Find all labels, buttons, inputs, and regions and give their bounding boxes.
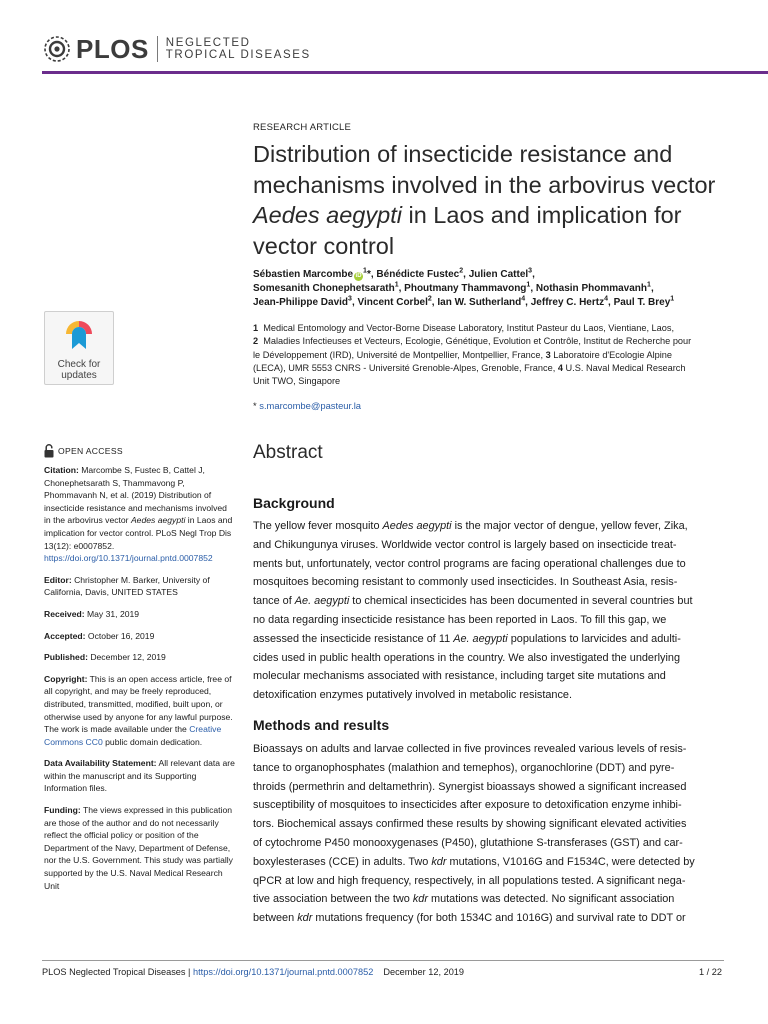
citation-text: in Laos and implication for vector control. PLoS Negl Trop Dis 13(12): e0007852. <box>44 515 233 551</box>
accepted-block <box>44 630 236 643</box>
footer-citation <box>42 967 464 977</box>
author-affil: 1 <box>647 281 651 289</box>
species-name: Ae. aegypti <box>453 632 508 645</box>
check-updates-line: Check for <box>57 359 101 370</box>
corresponding-author <box>253 400 361 411</box>
title-species: Aedes aegypti <box>253 202 402 228</box>
accepted-label: Accepted: <box>44 630 86 641</box>
affiliation-text: U.S. Naval Medical Research <box>562 362 686 373</box>
author-affil: 3 <box>348 295 352 303</box>
article-info-sidebar <box>44 464 236 901</box>
journal-name-line1: NEGLECTED <box>165 36 251 49</box>
footer-journal: PLOS Neglected Tropical Diseases | <box>42 967 193 977</box>
citation-species: Aedes aegypti <box>130 515 186 526</box>
corresponding-mark: * <box>253 400 257 411</box>
text-line: cides used in public health operations in the country. We also investigated the underlying <box>253 651 681 664</box>
affiliation-number: 2 <box>253 336 259 347</box>
text-line: qPCR at low and high frequency, respectively, in all populations tested. A significant nega- <box>253 874 686 887</box>
background-paragraph <box>253 517 721 705</box>
logo-wordmark: PLOS <box>76 33 149 64</box>
affiliation-text: Medical Entomology and Vector-Borne Disease Laboratory, Institut Pasteur du Laos, Vientiane, Laos, <box>263 323 675 333</box>
gene-name: kdr <box>412 893 428 906</box>
author-affil: 2 <box>459 267 464 275</box>
abstract-heading: Abstract <box>253 442 323 463</box>
text-line: tors. Biochemical assays confirmed these results by showing significant elevated activities <box>253 818 687 831</box>
editor-label: Editor: <box>44 574 72 585</box>
author-name[interactable]: Ian W. Sutherland <box>437 297 522 308</box>
published-date: December 12, 2019 <box>87 652 166 663</box>
citation-block <box>44 464 236 565</box>
header-rule <box>42 71 768 74</box>
check-for-updates-button[interactable] <box>44 311 114 385</box>
citation-doi-link[interactable]: https://doi.org/10.1371/journal.pntd.0007852 <box>44 553 213 564</box>
author-line: Jean-Philippe David$^3$, Vincent Corbel$^2$, Ian W. Sutherland$^4$, Jeffrey C. Hertz$^4$, Paul T. Brey$^1$ <box>253 295 675 308</box>
affiliation-number: 1 <box>253 323 259 333</box>
orcid-icon[interactable]: iD <box>355 273 362 279</box>
corresponding-mark: * <box>366 269 371 280</box>
text-line: ments but, unfortunately, vector control programs are facing operational challenges due to <box>253 557 686 570</box>
footer-date: December 12, 2019 <box>383 967 465 977</box>
methods-results-paragraph <box>253 740 721 928</box>
text-line: of cytochrome P450 monooxygenases (P450), glutathione S-transferases (GST) and car- <box>253 836 683 849</box>
affiliation-text: Laboratoire d'Ecologie Alpine <box>550 349 673 360</box>
accepted-date: October 16, 2019 <box>85 630 155 641</box>
text-span: boxylesterases (CCE) in adults. Two <box>253 855 432 868</box>
text-line: throids (permethrin and deltamethrin). Synergist bioassays showed a significant increased <box>253 780 687 793</box>
text-line <box>253 517 721 536</box>
text-line: tance to organophosphates (malathion and temephos), organochlorine (DDT) and pyre- <box>253 761 675 774</box>
author-affil: 4 <box>521 295 526 303</box>
text-span: mutations was detected. No significant association <box>427 893 675 906</box>
text-span: mutations, V1016G and F1534C, were detected by <box>446 855 695 868</box>
author-affil: 2 <box>427 295 432 303</box>
text-span: assessed the insecticide resistance of 11 <box>253 632 454 645</box>
methods-results-heading: Methods and results <box>253 717 390 733</box>
citation-label: Citation: <box>44 465 79 475</box>
author-name[interactable]: Julien Cattel <box>468 269 529 280</box>
text-line <box>253 630 721 649</box>
editor-text: Christopher M. Barker, University of California, Davis, UNITED STATES <box>44 574 210 598</box>
text-line <box>253 592 721 611</box>
received-block <box>44 608 236 621</box>
check-updates-icon <box>64 319 94 353</box>
text-span: tance of <box>253 595 295 608</box>
text-span: to chemical insecticides has been documented in several countries but <box>349 595 693 608</box>
text-line <box>253 890 721 909</box>
author-affil: 4 <box>604 295 608 303</box>
text-line: molecular mechanisms associated with resistance, including target site mutations and <box>253 670 666 683</box>
author-name[interactable]: Vincent Corbel <box>357 297 428 308</box>
editor-block <box>44 574 236 599</box>
affiliation-line: Unit TWO, Singapore <box>253 376 341 387</box>
check-updates-line: updates <box>61 370 97 381</box>
data-availability-label: Data Availability Statement: <box>44 758 157 769</box>
open-access-badge <box>44 444 123 458</box>
funding-label: Funding: <box>44 805 81 816</box>
received-label: Received: <box>44 608 85 619</box>
text-span: mutations frequency (for both 1534C and 1016G) and survival rate to DDT or <box>312 912 686 925</box>
author-name[interactable]: Paul T. Brey <box>613 297 671 308</box>
open-access-label: OPEN ACCESS <box>58 446 123 456</box>
text-span: The yellow fever mosquito <box>253 520 383 532</box>
copyright-label: Copyright: <box>44 673 88 684</box>
author-affil: 1 <box>394 281 399 289</box>
title-line: Distribution of insecticide resistance and <box>253 141 673 167</box>
gene-name: kdr <box>431 855 447 868</box>
author-name[interactable]: Sébastien Marcombe <box>253 269 354 280</box>
journal-name-line2: TROPICAL DISEASES <box>165 49 311 61</box>
copyright-block <box>44 673 236 749</box>
author-name[interactable]: Bénédicte Fustec <box>376 269 460 280</box>
affiliation-text: (LECA), UMR 5553 CNRS - Université Grenoble-Alpes, Grenoble, France, <box>253 362 558 373</box>
affiliations <box>253 322 723 388</box>
text-span: tive association between the two <box>253 893 413 906</box>
affiliation-line <box>253 335 723 348</box>
author-list <box>253 268 743 310</box>
text-line: mosquitoes becoming resistant to commonly used insecticides. In Southeast Asia, resis- <box>253 576 678 589</box>
journal-logo[interactable] <box>42 32 311 66</box>
author-affil: 1 <box>526 281 531 289</box>
copyright-text: This is an open access article, free of all copyright, and may be freely reproduced, distributed, transmitted, modified, built upon, or otherwise used by anyone for any lawful purpose. The work is made available under the <box>44 673 233 735</box>
text-line: and Chikungunya viruses. Worldwide vector control is largely based on insecticide treat- <box>253 538 677 551</box>
title-line <box>253 200 733 231</box>
license-link[interactable]: Creative Commons CC0 <box>44 724 222 747</box>
journal-name <box>166 37 311 62</box>
citation-text: Marcombe S, Fustec B, Cattel J, Chonephetsarath S, Thammavong P, Phommavanh N, et al. (2019) Distribution of insecticide resistance and mechanisms involved in the arbovirus vector <box>44 465 227 526</box>
author-line: Somesanith Chonephetsarath$^1$, Phoutmany Thammavong$^1$, Nothasin Phommavanh$^1$, <box>253 281 654 294</box>
page-number: 1 / 22 <box>699 967 722 977</box>
species-name: Aedes aegypti <box>382 520 452 532</box>
author-name[interactable]: Jean-Philippe David <box>253 297 349 308</box>
text-span: is the major vector of dengue, yellow fever, Zika, <box>451 520 688 532</box>
author-affil: 1 <box>670 295 675 303</box>
species-name: Ae. aegypti <box>294 595 350 608</box>
data-availability-text: All relevant data are within the manuscript and its Supporting Information files. <box>44 758 235 794</box>
funding-text: The views expressed in this publication are those of the author and do not necessarily reflect the official policy or position of the Department of the Navy, Department of Defense, nor the U.S. Government. This study was partially supported by the U.S. Naval Medical Research Unit <box>44 805 233 891</box>
data-availability-block <box>44 757 236 795</box>
footer-doi-link[interactable]: https://doi.org/10.1371/journal.pntd.0007852 <box>193 967 374 977</box>
published-block <box>44 651 236 664</box>
funding-block <box>44 804 236 892</box>
title-line: vector control <box>253 232 395 259</box>
affiliation-text: le Développement (IRD), Université de Montpellier, Montpellier, France, <box>253 349 546 360</box>
affiliation-line <box>253 349 723 362</box>
author-affil: 1 <box>363 267 367 275</box>
published-label: Published: <box>44 652 88 663</box>
title-line: mechanisms involved in the arbovirus vector <box>253 171 716 198</box>
affiliation-text: Maladies Infectieuses et Vecteurs, Ecologie, Génétique, Evolution et Contrôle, Institut de Recherche pour <box>263 336 692 347</box>
text-line: detoxification enzymes putatively involved in metabolic resistance. <box>253 689 573 702</box>
author-affil: 3 <box>528 267 533 275</box>
author-name[interactable]: Nothasin Phommavanh <box>535 283 648 294</box>
text-span: between <box>253 912 298 925</box>
text-line: no data regarding insecticide resistance has been reported in Laos. To fill this gap, we <box>253 613 667 626</box>
author-line: Sébastien Marcombe $iD^1*$, Bénédicte Fustec$^2$, Julien Cattel$^3$, <box>253 267 535 280</box>
text-line <box>253 853 721 872</box>
article-type: RESEARCH ARTICLE <box>253 122 352 133</box>
author-name[interactable]: Jeffrey C. Hertz <box>530 297 605 308</box>
affiliation-line <box>253 322 723 335</box>
text-line <box>253 909 721 928</box>
affiliation-number: 4 <box>557 362 563 373</box>
check-updates-label <box>45 359 113 381</box>
affiliation-number: 3 <box>545 349 551 360</box>
author-name[interactable]: Phoutmany Thammavong <box>404 283 527 294</box>
copyright-text: public domain dedication. <box>102 736 203 747</box>
footer-rule <box>42 960 724 961</box>
plos-logo-icon <box>42 34 72 64</box>
author-name[interactable]: Somesanith Chonephetsarath <box>253 283 395 294</box>
background-heading: Background <box>253 495 335 511</box>
article-title <box>253 139 733 261</box>
corresponding-email-link[interactable]: s.marcombe@pasteur.la <box>259 400 362 411</box>
affiliation-line <box>253 362 723 375</box>
logo-divider <box>157 36 158 62</box>
text-line: Bioassays on adults and larvae collected in five provinces revealed various levels of resis- <box>253 743 687 755</box>
title-line-rest: in Laos and implication for <box>401 202 682 228</box>
received-date: May 31, 2019 <box>84 608 140 619</box>
gene-name: kdr <box>297 912 313 925</box>
text-span: populations to larvicides and adulti- <box>507 632 681 645</box>
open-lock-icon <box>44 444 54 458</box>
text-line: susceptibility of mosquitoes to insecticides after exposure to detoxification enzyme inhibi- <box>253 799 682 812</box>
